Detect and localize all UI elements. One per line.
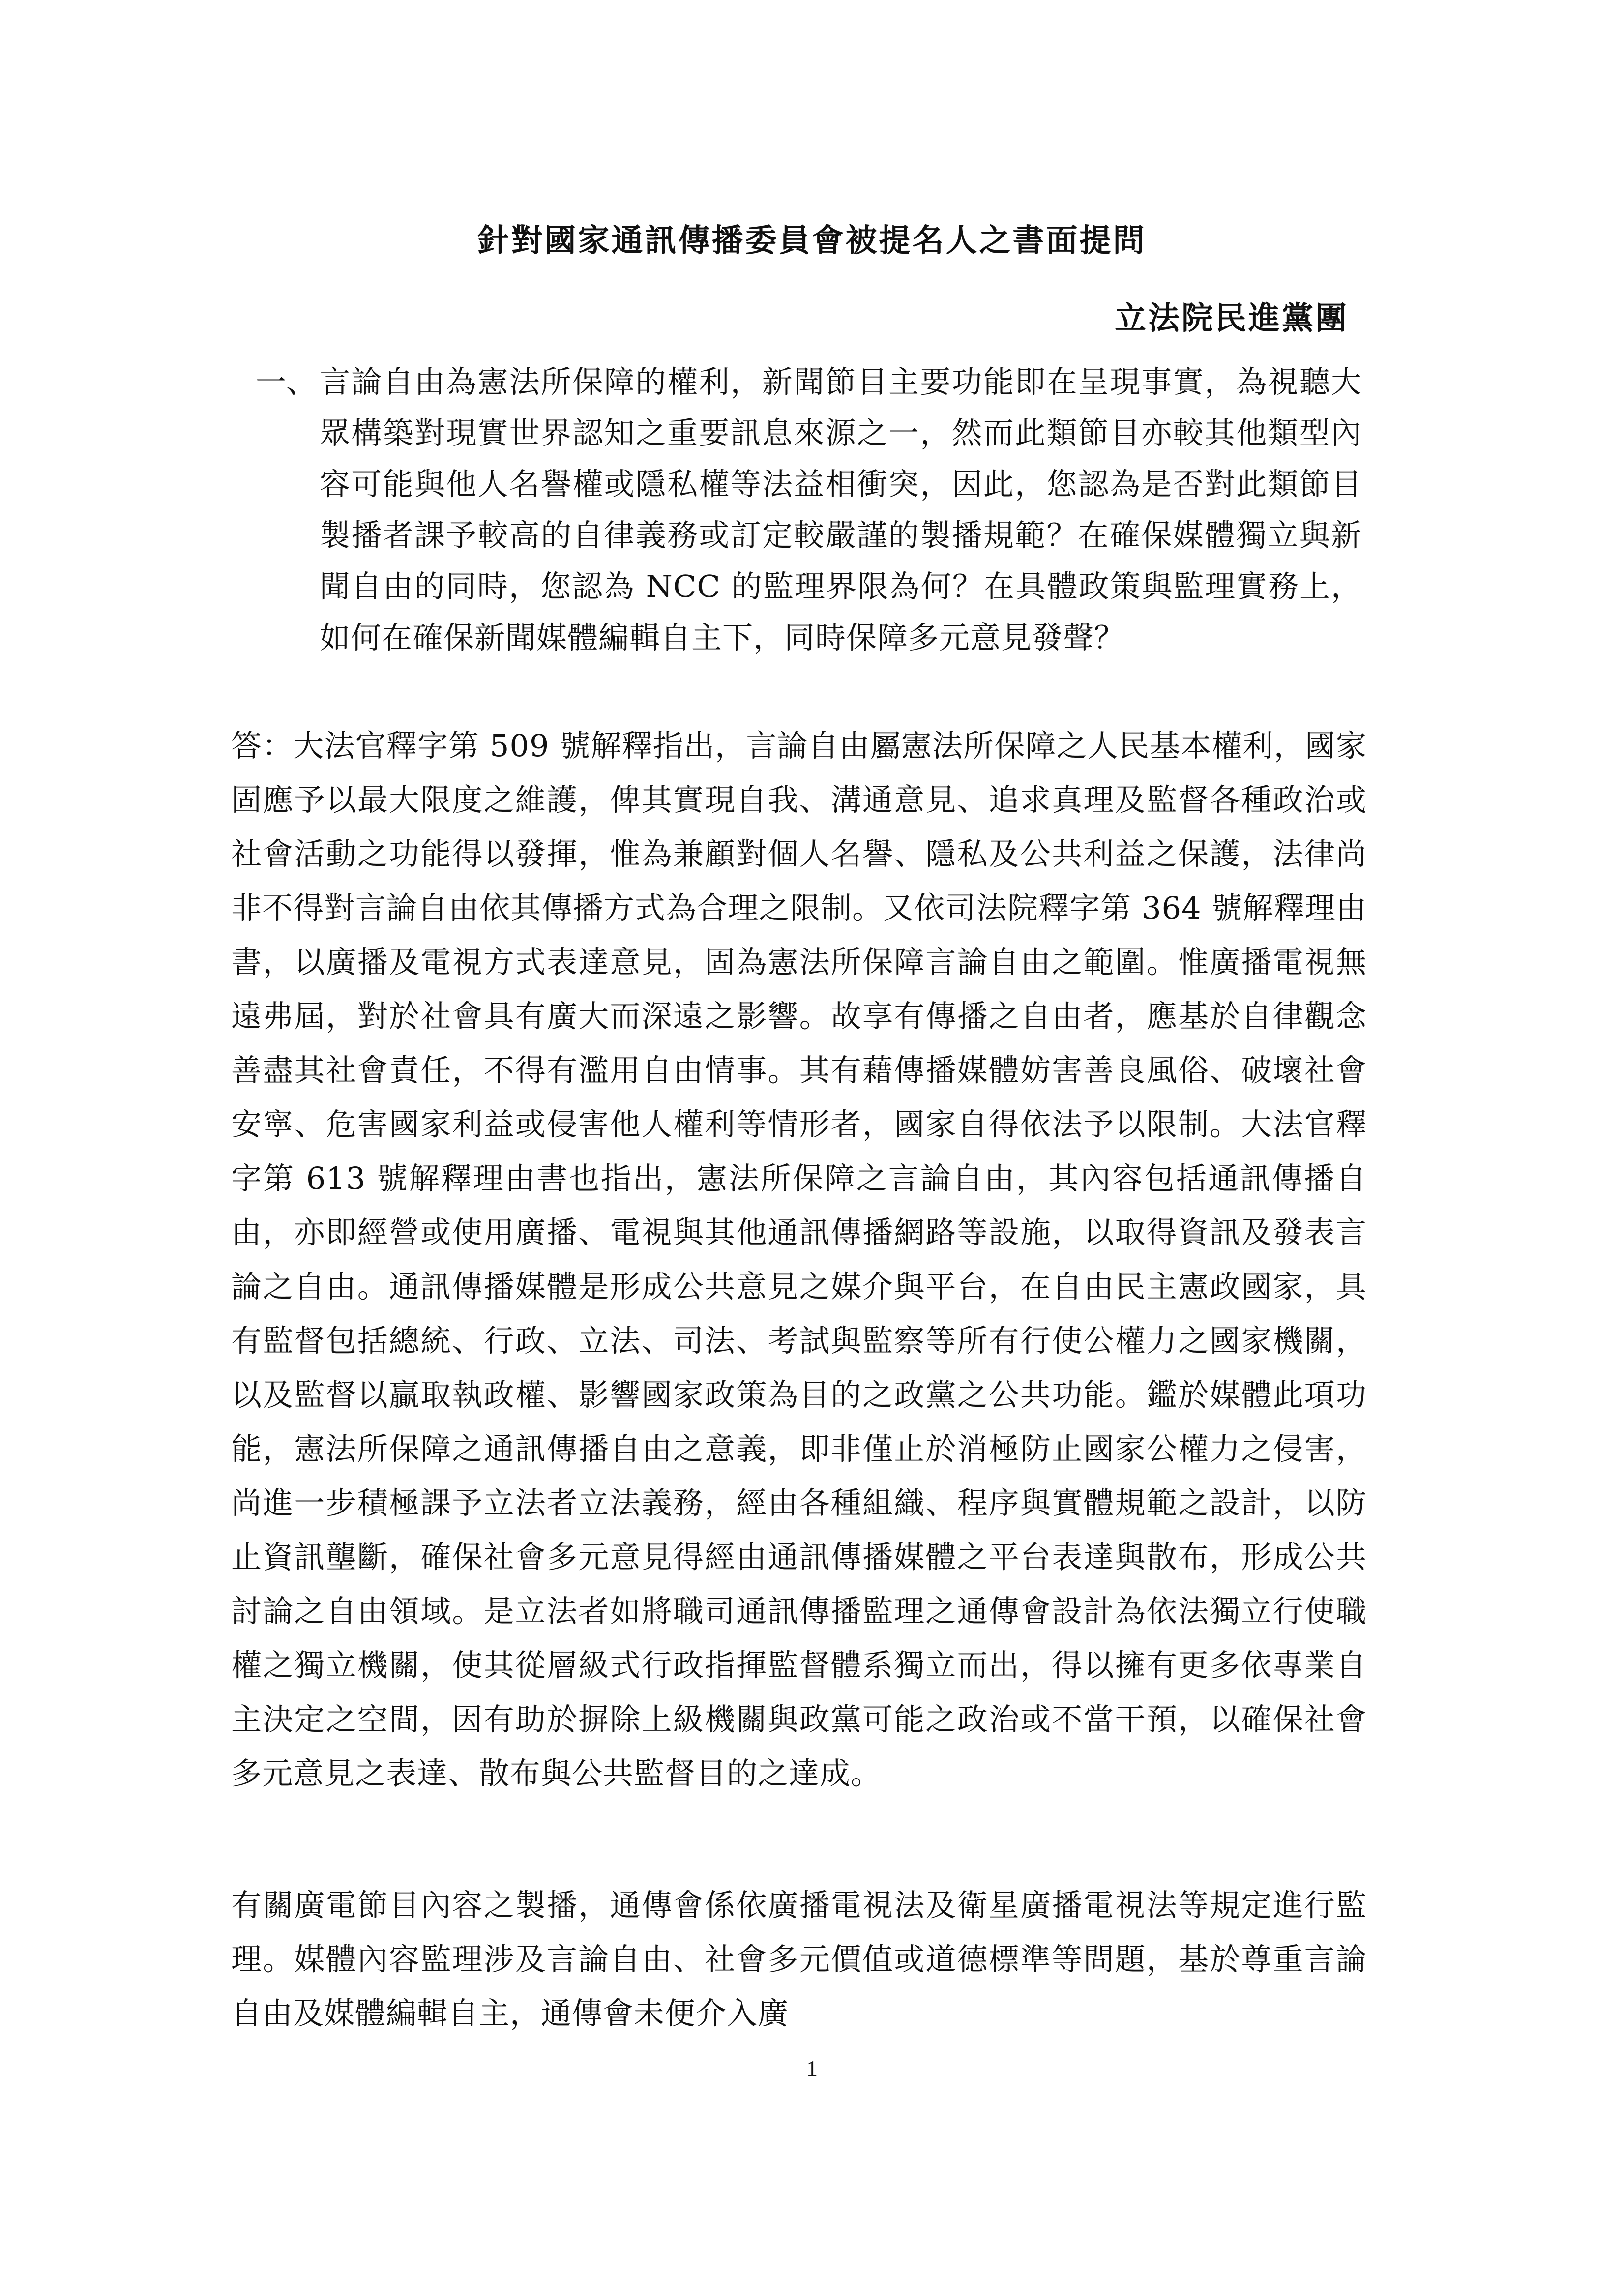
question-number: 一、 xyxy=(256,364,317,400)
page-number: 1 xyxy=(806,2056,818,2081)
question-block xyxy=(256,356,1362,663)
document-title: 針對國家通訊傳播委員會被提名人之書面提問 xyxy=(477,222,1147,259)
answer-paragraph: 答：大法官釋字第 509 號解釋指出，言論自由屬憲法所保障之人民基本權利，國家固應予以最大限度之維護，俾其實現自我、溝通意見、追求真理及監督各種政治或社會活動之功能得以發揮，惟為兼顧對個人名譽、隱私及公共利益之保護，法律尚非不得對言論自由依其傳播方式為合理之限制。又依司法院釋字第 364 號解釋理由書，以廣播及電視方式表達意見，固為憲法所保障言論自由之範圍。惟廣播電視無遠弗屆，對於社會具有廣大而深遠之影響。故享有傳播之自由者，應基於自律觀念善盡其社會責任，不得有濫用自由情事。其有藉傳播媒體妨害善良風俗、破壞社會安寧、危害國家利益或侵害他人權利等情形者，國家自得依法予以限制。大法官釋字第 613 號解釋理由書也指出，憲法所保障之言論自由，其內容包括通訊傳播自由，亦即經營或使用廣播、電視與其他通訊傳播網路等設施，以取得資訊及發表言論之自由。通訊傳播媒體是形成公共意見之媒介與平台，在自由民主憲政國家，具有監督包括總統、行政、立法、司法、考試與監察等所有行使公權力之國家機關，以及監督以贏取執政權、影響國家政策為目的之政黨之公共功能。鑑於媒體此項功能，憲法所保障之通訊傳播自由之意義，即非僅止於消極防止國家公權力之侵害，尚進一步積極課予立法者立法義務，經由各種組織、程序與實體規範之設計，以防止資訊壟斷，確保社會多元意見得經由通訊傳播媒體之平台表達與散布，形成公共討論之自由領域。是立法者如將職司通訊傳播監理之通傳會設計為依法獨立行使職權之獨立機關，使其從層級式行政指揮監督體系獨立而出，得以擁有更多依專業自主決定之空間，因有助於摒除上級機關與政黨可能之政治或不當干預，以確保社會多元意見之表達、散布與公共監督目的之達成。 xyxy=(231,728,1367,1791)
question-text: 言論自由為憲法所保障的權利，新聞節目主要功能即在呈現事實，為視聽大眾構築對現實世界認知之重要訊息來源之一，然而此類節目亦較其他類型內容可能與他人名譽權或隱私權等法益相衝突，因此，您認為是否對此類節目製播者課予較高的自律義務或訂定較嚴謹的製播規範？在確保媒體獨立與新聞自由的同時，您認為 NCC 的監理界限為何？在具體政策與監理實務上，如何在確保新聞媒體編輯自主下，同時保障多元意見發聲？ xyxy=(320,364,1362,655)
second-paragraph: 有關廣電節目內容之製播，通傳會係依廣播電視法及衛星廣播電視法等規定進行監理。媒體內容監理涉及言論自由、社會多元價值或道德標準等問題，基於尊重言論自由及媒體編輯自主，通傳會未便介入廣 xyxy=(231,1887,1367,2031)
document-author: 立法院民進黨團 xyxy=(1115,300,1349,337)
